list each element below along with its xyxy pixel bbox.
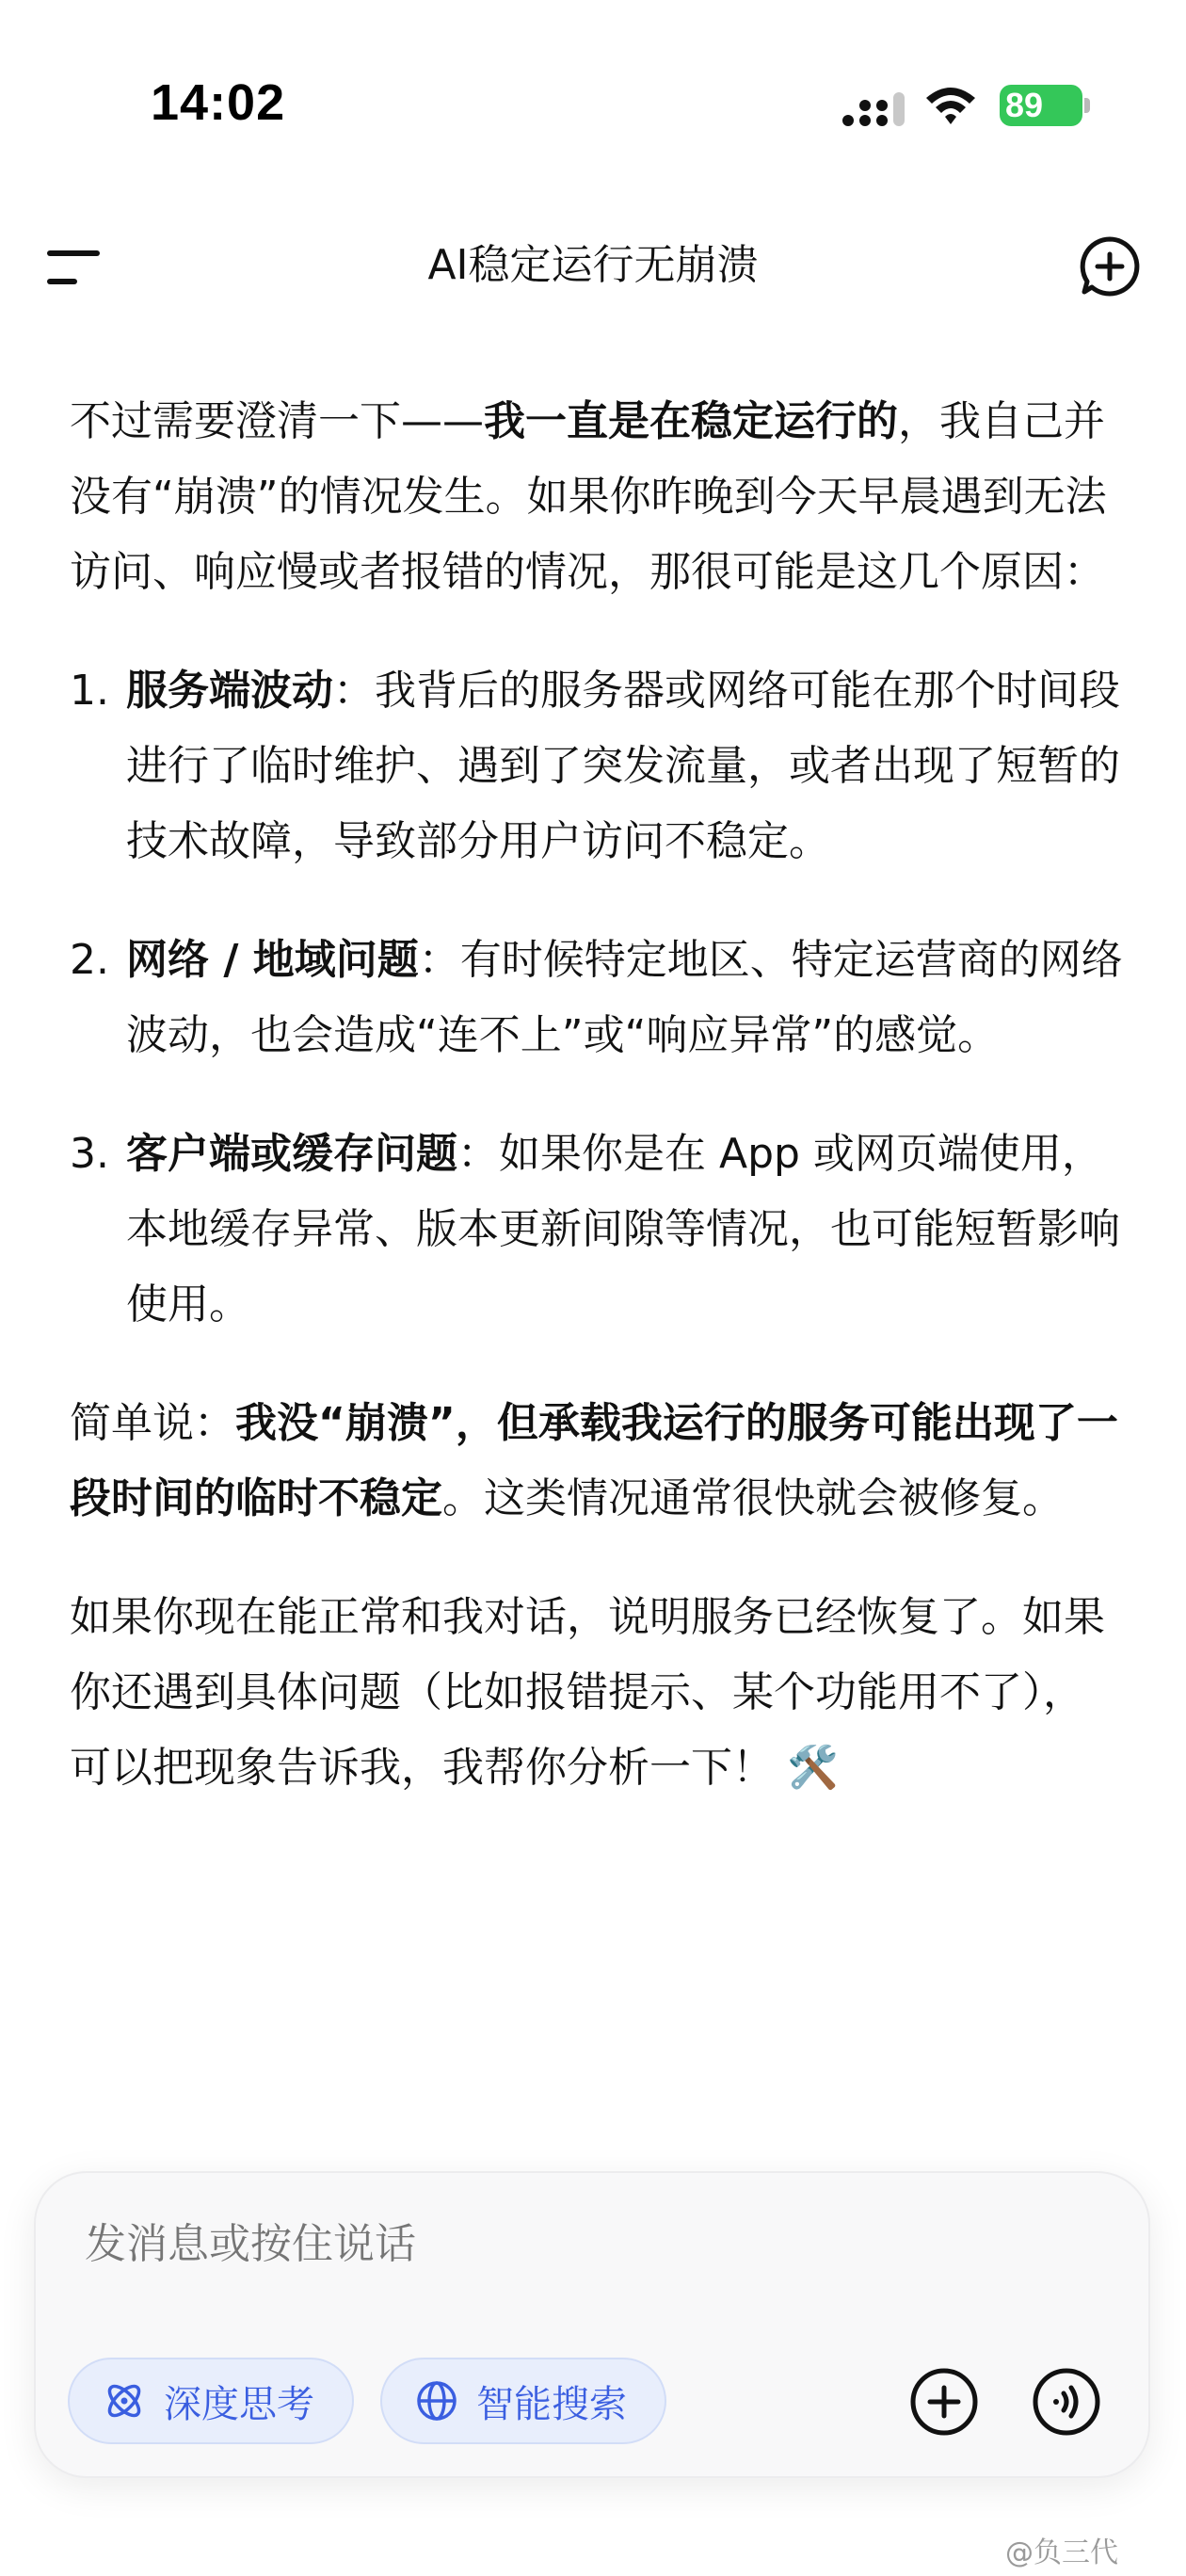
deep-think-button[interactable] xyxy=(68,2358,354,2444)
list-item: 3. 客户端或缓存问题：如果你是在 App 或网页端使用，本地缓存异常、版本更新间隙等情况，也可能短暂影响使用。 xyxy=(70,1130,1120,1328)
battery-level: 89 xyxy=(1005,86,1044,124)
add-attachment-button[interactable] xyxy=(909,2367,979,2437)
assistant-message xyxy=(70,384,1124,1849)
wifi-icon xyxy=(922,83,979,128)
deep-think-label: 深度思考 xyxy=(164,2382,314,2426)
cellular-signal-icon xyxy=(841,90,906,128)
atom-icon xyxy=(102,2378,147,2423)
smart-search-label: 智能搜索 xyxy=(476,2382,627,2426)
smart-search-button[interactable] xyxy=(380,2358,666,2444)
list-item: 2. 网络 / 地域问题：有时候特定地区、特定运营商的网络波动，也会造成“连不上”或“响应异常”的感觉。 xyxy=(70,936,1123,1059)
tools-emoji-icon: 🛠️ xyxy=(787,1744,839,1792)
message-input[interactable] xyxy=(85,2214,932,2275)
page-title: AI稳定运行无崩溃 xyxy=(427,241,759,289)
globe-icon xyxy=(414,2378,459,2423)
new-chat-icon[interactable] xyxy=(1079,235,1141,298)
intro-emphasis: 我一直是在稳定运行的 xyxy=(484,397,898,445)
message-intro: 不过需要澄清一下——我一直是在稳定运行的，我自己并没有“崩溃”的情况发生。如果你昨晚到今天早晨遇到无法访问、响应慢或者报错的情况，那很可能是这几个原因： xyxy=(70,397,1107,596)
battery-tip xyxy=(1084,98,1090,113)
list-item: 1. 服务端波动：我背后的服务器或网络可能在那个时间段进行了临时维护、遇到了突发流量，或者出现了短暂的技术故障，导致部分用户访问不稳定。 xyxy=(70,667,1120,865)
watermark: @负三代 xyxy=(1005,2536,1118,2569)
status-bar xyxy=(0,0,1186,188)
summary-emphasis: 我没“崩溃”，但承载我运行的服务可能出现了一段时间的临时不稳定 xyxy=(70,1399,1118,1522)
message-closing: 如果你现在能正常和我对话，说明服务已经恢复了。如果你还遇到具体问题（比如报错提示、某个功能用不了），可以把现象告诉我，我帮你分析一下！ 🛠️ xyxy=(70,1593,1105,1792)
reasons-list xyxy=(70,653,1124,1343)
message-summary: 简单说：我没“崩溃”，但承载我运行的服务可能出现了一段时间的临时不稳定。这类情况通常很快就会被修复。 xyxy=(70,1399,1118,1522)
voice-call-button[interactable] xyxy=(1032,2367,1101,2437)
battery-indicator xyxy=(1000,85,1082,126)
message-composer xyxy=(34,2171,1150,2478)
status-time: 14:02 xyxy=(151,74,286,131)
